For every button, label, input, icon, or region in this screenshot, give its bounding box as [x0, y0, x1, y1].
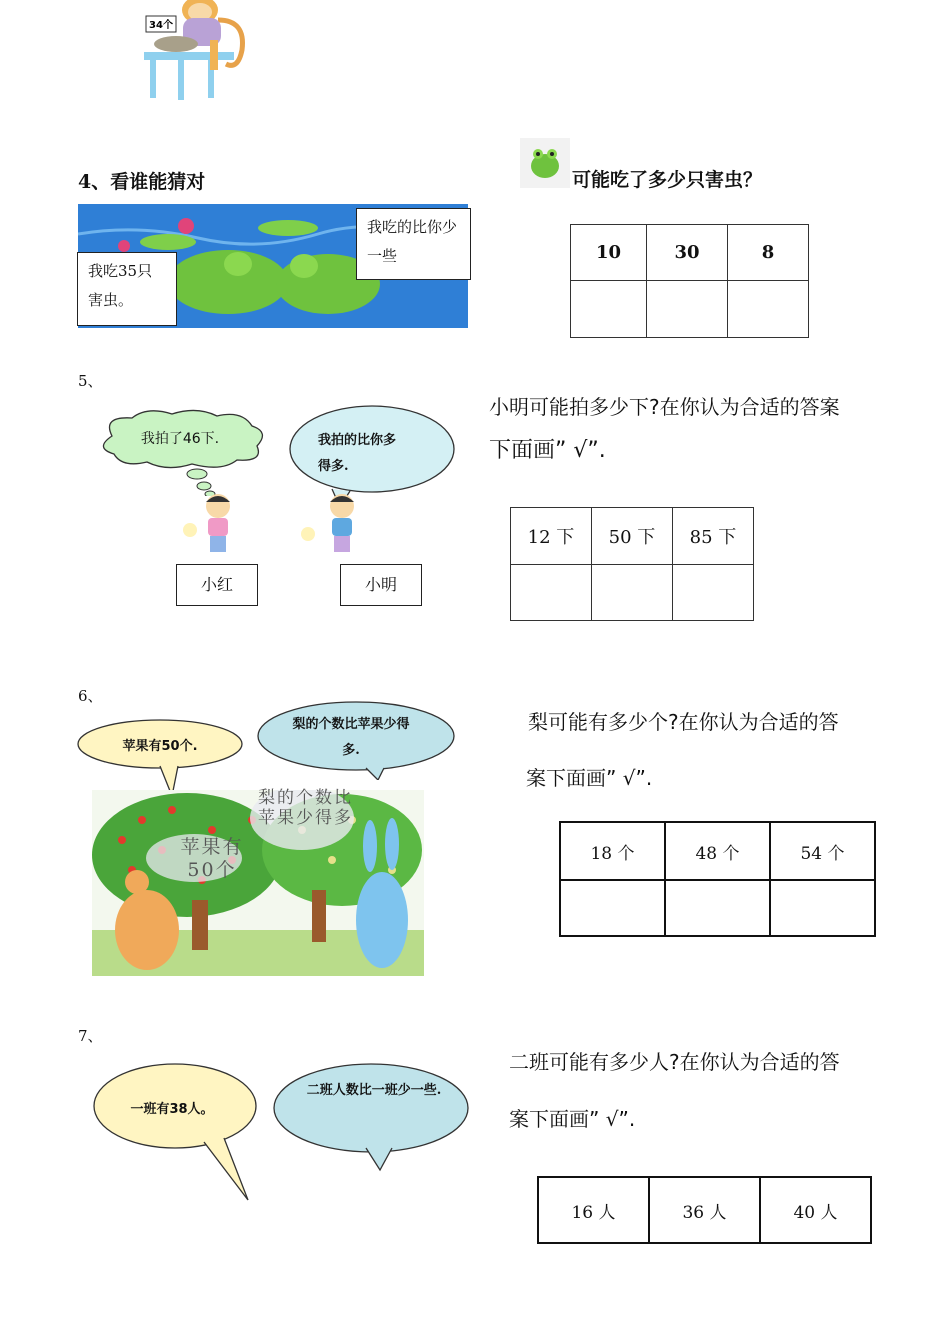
q7-option-3: 40 人	[760, 1177, 871, 1243]
q7-bubble-left	[92, 1062, 262, 1202]
q7-prompt-line2: 案下面画” √”.	[509, 1107, 636, 1131]
q5-answer-cell-2[interactable]	[592, 565, 673, 621]
q5-prompt-line2: 下面画” √”.	[489, 438, 606, 463]
q5-thought-bubble	[92, 406, 272, 496]
q7-number: 7、	[78, 1027, 103, 1045]
q6-prompt-line1: 梨可能有多少个?在你认为合适的答	[528, 710, 839, 734]
name-box-xiaoming: 小明	[340, 564, 422, 606]
q4-option-3: 8	[728, 225, 809, 281]
frog-label-left: 我吃35只害虫。	[77, 252, 177, 326]
girl-illustration	[180, 492, 260, 554]
name-box-xiaohong: 小红	[176, 564, 258, 606]
q5-answer-cell-1[interactable]	[511, 565, 592, 621]
q7-option-2: 36 人	[649, 1177, 760, 1243]
q4-title: 4、看谁能猜对	[78, 171, 206, 193]
monkey-badge-text: 34个	[149, 20, 173, 31]
q4-option-2: 30	[647, 225, 728, 281]
boy-illustration	[296, 492, 386, 554]
q5-prompt-line1: 小明可能拍多少下?在你认为合适的答案	[489, 395, 840, 419]
q7-option-1: 16 人	[538, 1177, 649, 1243]
q6-bubble-left	[76, 718, 246, 798]
q4-option-1: 10	[571, 225, 647, 281]
q6-answer-table	[559, 821, 876, 937]
q6-number: 6、	[78, 687, 103, 705]
q7-bubble-right-text: 二班人数比一班少一些.	[306, 1083, 442, 1098]
q4-answer-cell-3[interactable]	[728, 281, 809, 338]
q4-answer-cell-2[interactable]	[647, 281, 728, 338]
q6-bubble-right-text: 梨的个数比苹果少得多.	[292, 717, 410, 758]
q5-bubble-right-text: 我拍的比你多得多.	[318, 433, 397, 474]
monkey-illustration	[138, 0, 253, 105]
orchard-apple-text: 苹果有50个	[180, 836, 244, 881]
q5-bubble-left-text: 我拍了46下.	[140, 431, 220, 447]
q6-answer-cell-1[interactable]	[560, 880, 665, 936]
q6-prompt-line2: 案下面画” √”.	[526, 766, 653, 790]
q5-option-2: 50 下	[592, 508, 673, 565]
q6-option-1: 18 个	[560, 822, 665, 880]
q7-bubble-left-text: 一班有38人。	[130, 1102, 214, 1117]
orchard-pear-text: 梨的个数比苹果少得多	[258, 788, 353, 829]
q6-bubble-left-text: 苹果有50个.	[122, 739, 198, 754]
q6-option-3: 54 个	[770, 822, 875, 880]
q4-answer-table	[570, 224, 809, 338]
q6-answer-cell-2[interactable]	[665, 880, 770, 936]
q5-answer-table	[510, 507, 754, 621]
q7-prompt-line1: 二班可能有多少人?在你认为合适的答	[509, 1050, 840, 1074]
q6-answer-cell-3[interactable]	[770, 880, 875, 936]
frog-icon	[520, 138, 570, 188]
q7-answer-table	[537, 1176, 872, 1244]
q4-answer-cell-1[interactable]	[571, 281, 647, 338]
q4-prompt: 可能吃了多少只害虫？	[572, 169, 763, 191]
q6-option-2: 48 个	[665, 822, 770, 880]
q5-option-1: 12 下	[511, 508, 592, 565]
q5-answer-cell-3[interactable]	[673, 565, 754, 621]
frog-label-right: 我吃的比你少一些	[356, 208, 471, 280]
q5-option-3: 85 下	[673, 508, 754, 565]
q5-number: 5、	[78, 372, 103, 390]
